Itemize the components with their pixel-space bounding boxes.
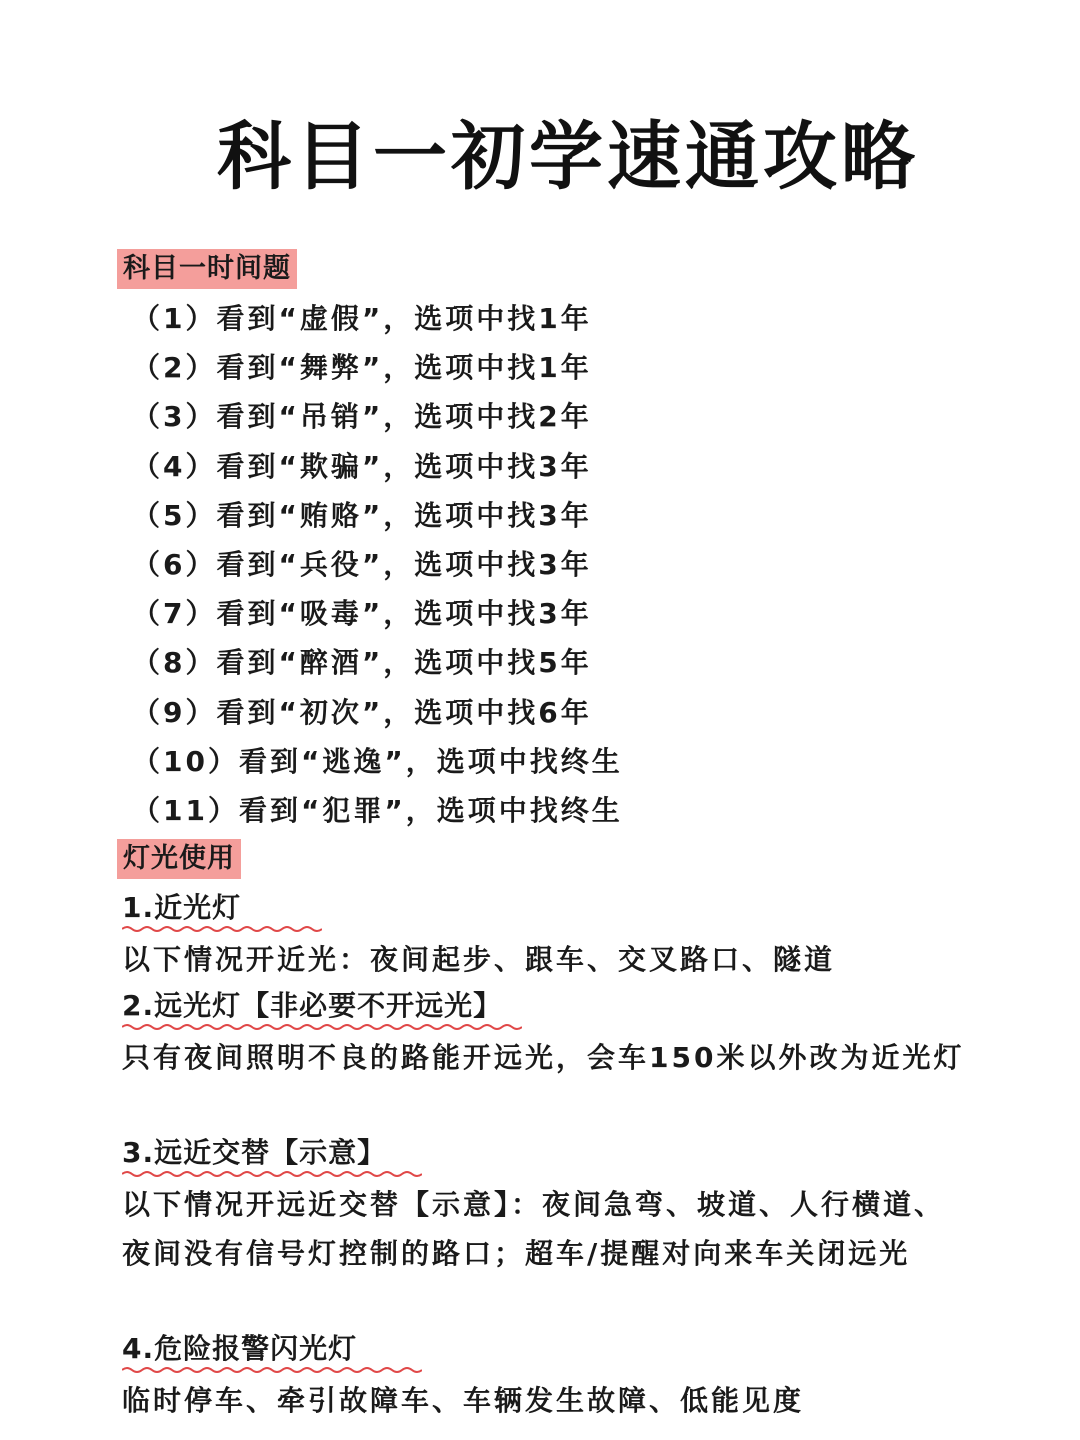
light-desc: 以下情况开近光：夜间起步、跟车、交叉路口、隧道 <box>122 943 836 976</box>
section-tag-light: 灯光使用 <box>117 839 241 879</box>
list-item: （9）看到“初次”，选项中找6年 <box>132 695 592 729</box>
squiggle-underline <box>122 925 322 933</box>
light-item-alternate <box>122 1131 972 1278</box>
list-item: （8）看到“醉酒”，选项中找5年 <box>132 646 592 680</box>
list-item: （5）看到“贿赂”，选项中找3年 <box>132 498 592 532</box>
squiggle-underline <box>122 1023 522 1031</box>
light-heading <box>122 1327 357 1376</box>
light-heading <box>122 984 502 1033</box>
light-heading-text: 2.远光灯【非必要不开远光】 <box>122 989 503 1022</box>
light-item-high-beam <box>122 984 972 1082</box>
list-item: （10）看到“逃逸”，选项中找终生 <box>132 744 623 778</box>
squiggle-underline <box>122 1366 422 1374</box>
list-item: （3）看到“吊销”，选项中找2年 <box>132 400 592 434</box>
light-heading <box>122 1131 386 1180</box>
list-item: （4）看到“欺骗”，选项中找3年 <box>132 449 592 483</box>
time-rules-list <box>132 294 623 835</box>
list-item: （2）看到“舞弊”，选项中找1年 <box>132 351 592 385</box>
light-heading-text: 1.近光灯 <box>122 891 242 924</box>
light-heading-text: 4.危险报警闪光灯 <box>122 1332 358 1365</box>
list-item: （6）看到“兵役”，选项中找3年 <box>132 547 592 581</box>
light-heading <box>122 886 241 935</box>
list-item: （7）看到“吸毒”，选项中找3年 <box>132 597 592 631</box>
page-title: 科目一初学速通攻略 <box>217 114 919 200</box>
list-item: （1）看到“虚假”，选项中找1年 <box>132 302 592 335</box>
light-item-low-beam <box>122 886 972 984</box>
light-desc: 以下情况开远近交替【示意】：夜间急弯、坡道、人行横道、夜间没有信号灯控制的路口；超车/提醒对向来车关闭远光 <box>122 1188 946 1270</box>
light-desc: 临时停车、牵引故障车、车辆发生故障、低能见度 <box>122 1384 805 1417</box>
squiggle-underline <box>122 1170 422 1178</box>
list-item: （11）看到“犯罪”，选项中找终生 <box>132 793 623 827</box>
light-item-hazard <box>122 1327 972 1425</box>
section-tag-time: 科目一时间题 <box>117 249 297 289</box>
light-heading-text: 3.远近交替【示意】 <box>122 1136 387 1169</box>
light-desc: 只有夜间照明不良的路能开远光，会车150米以外改为近光灯 <box>122 1041 965 1074</box>
